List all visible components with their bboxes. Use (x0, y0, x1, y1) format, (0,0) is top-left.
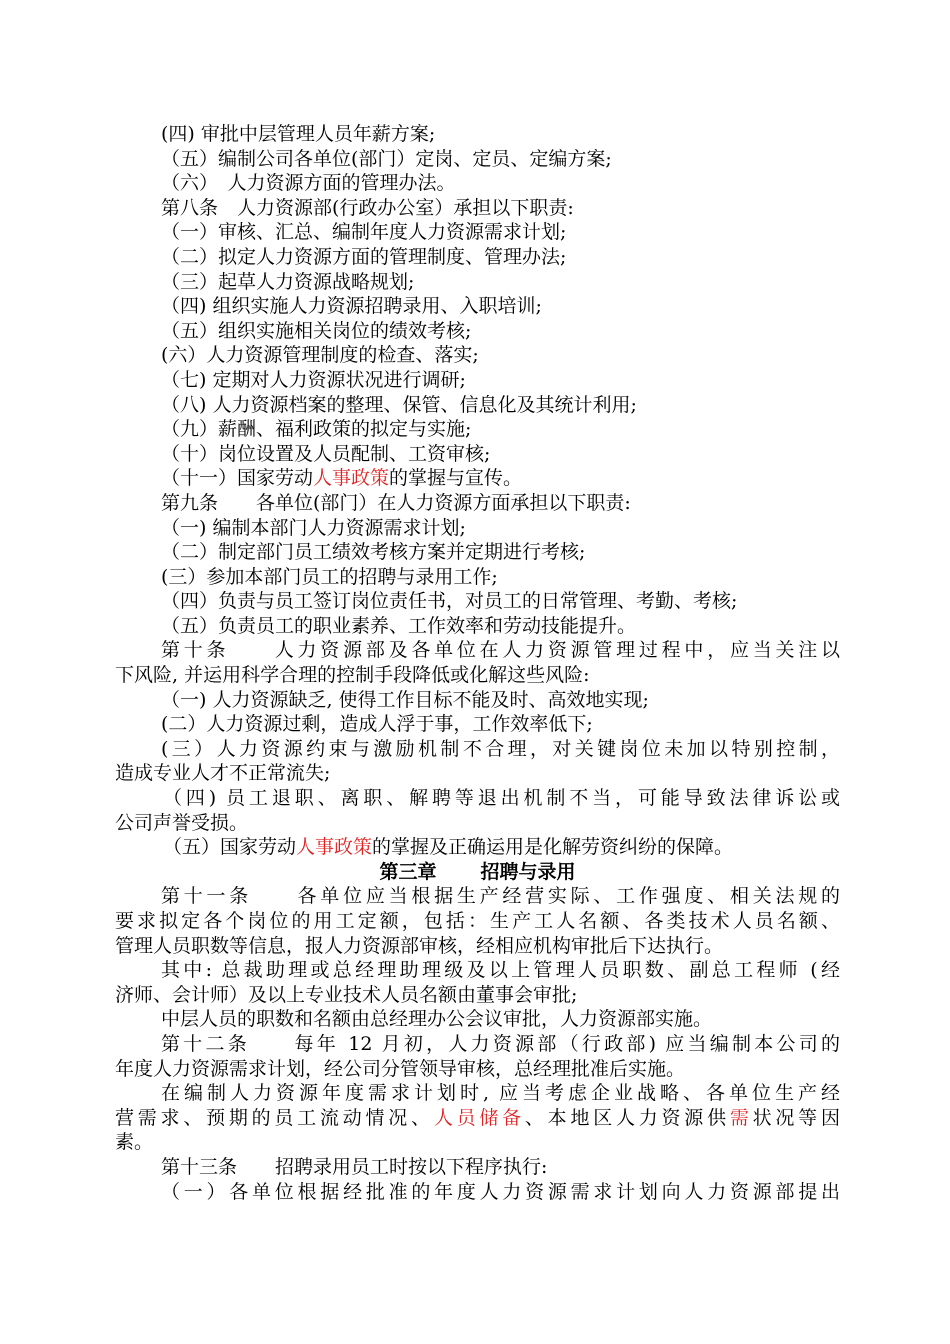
list-item: 第八条 人力资源部(行政办公室）承担以下职责: (161, 196, 574, 219)
list-item: （六） 人力资源方面的管理办法。 (161, 172, 456, 195)
article-12-para-2-line-2: 营需求、预期的员工流动情况、人员储备、本地区人力资源供需状况等因 (115, 1106, 840, 1129)
list-item: （二）拟定人力资源方面的管理制度、管理办法; (161, 245, 567, 268)
article-11-line-2: 要求拟定各个岗位的用工定额，包括：生产工人名额、各类技术人员名额、 (115, 910, 840, 932)
article-11-para-2-line-1: 其中: 总裁助理或总经理助理级及以上管理人员职数、副总工程师 (经 (161, 959, 840, 982)
list-item: （一) 编制本部门人力资源需求计划; (161, 516, 466, 539)
article-9-title: 第九条 各单位(部门）在人力资源方面承担以下职责: (161, 491, 631, 514)
article-11-line-1: 第十一条 各单位应当根据生产经营实际、工作强度、相关法规的 (161, 885, 840, 908)
list-item: （五）组织实施相关岗位的绩效考核; (161, 319, 472, 342)
list-item: （一) 人力资源缺乏, 使得工作目标不能及时、高效地实现; (161, 688, 649, 711)
list-item: （九）薪酬、福利政策的拟定与实施; (161, 418, 472, 441)
article-8-item-11: （十一）国家劳动人事政策的掌握与宣传。 (161, 467, 523, 490)
article-10-item-3-line-1: (三）人力资源约束与激励机制不合理，对关键岗位未加以特别控制， (161, 737, 840, 760)
list-item: （八) 人力资源档案的整理、保管、信息化及其统计利用; (161, 393, 637, 416)
document-body (115, 122, 840, 1204)
article-12-para-2-line-3: 素。 (115, 1131, 154, 1154)
article-10-item-3-line-2: 造成专业人才不正常流失; (115, 762, 331, 785)
chapter-heading: 第三章 招聘与录用 (379, 860, 576, 883)
list-item: （七) 定期对人力资源状况进行调研; (161, 368, 466, 391)
list-item: （三）起草人力资源战略规划; (161, 270, 415, 293)
article-10-items (115, 688, 840, 737)
list-item: (六）人力资源管理制度的检查、落实; (161, 344, 479, 367)
highlighted-term: 需 (729, 1106, 753, 1129)
list-item: （四) 组织实施人力资源招聘录用、入职培训; (161, 295, 542, 318)
article-12-line-1: 第十二条 每年 12 月初，人力资源部（行政部) 应当编制本公司的 (161, 1032, 840, 1055)
highlighted-term: 人员储备 (433, 1106, 525, 1129)
highlighted-term: 人事政策 (296, 836, 373, 859)
article-7-8-lines (115, 122, 840, 466)
list-item: （四）负责与员工签订岗位责任书，对员工的日常管理、考勤、考核; (161, 590, 738, 613)
article-13-title: 第十三条 招聘录用员工时按以下程序执行: (161, 1155, 548, 1178)
list-item: （十）岗位设置及人员配制、工资审核; (161, 442, 491, 465)
article-11-para-3: 中层人员的职数和名额由总经理办公会议审批，人力资源部实施。 (161, 1008, 713, 1031)
article-10-item-5: （五）国家劳动人事政策的掌握及正确运用是化解劳资纠纷的保障。 (163, 836, 734, 859)
highlighted-term: 人事政策 (313, 467, 390, 490)
article-9-items (115, 516, 840, 639)
article-11-line-3: 管理人员职数等信息，报人力资源部审核，经相应机构审批后下达执行。 (115, 934, 724, 957)
list-item: (二）人力资源过剩，造成人浮于事，工作效率低下; (161, 713, 593, 736)
article-12-para-2-line-1: 在编制人力资源年度需求计划时, 应当考虑企业战略、各单位生产经 (161, 1082, 840, 1105)
list-item: （五）编制公司各单位(部门）定岗、定员、定编方案; (161, 147, 612, 170)
article-12-line-2: 年度人力资源需求计划，经公司分管领导审核，总经理批准后实施。 (115, 1057, 686, 1080)
list-item: （一）审核、汇总、编制年度人力资源需求计划; (161, 221, 567, 244)
list-item: （二）制定部门员工绩效考核方案并定期进行考核; (161, 541, 586, 564)
list-item: (三）参加本部门员工的招聘与录用工作; (161, 565, 498, 588)
article-10-line-1: 第十条 人力资源部及各单位在人力资源管理过程中，应当关注以 (161, 639, 840, 662)
article-13-item-1: （一）各单位根据经批准的年度人力资源需求计划向人力资源部提出 (161, 1180, 840, 1203)
article-10-item-4-line-1: （四) 员工退职、离职、解聘等退出机制不当，可能导致法律诉讼或 (163, 787, 840, 810)
list-item: （五）负责员工的职业素养、工作效率和劳动技能提升。 (161, 614, 637, 637)
article-10-item-4-line-2: 公司声誉受损。 (115, 811, 249, 834)
article-11-para-2-line-2: 济师、会计师）及以上专业技术人员名额由董事会审批; (115, 983, 578, 1006)
list-item: (四) 审批中层管理人员年薪方案; (161, 123, 436, 145)
article-10-line-2: 下风险, 并运用科学合理的控制手段降低或化解这些风险: (115, 664, 590, 687)
